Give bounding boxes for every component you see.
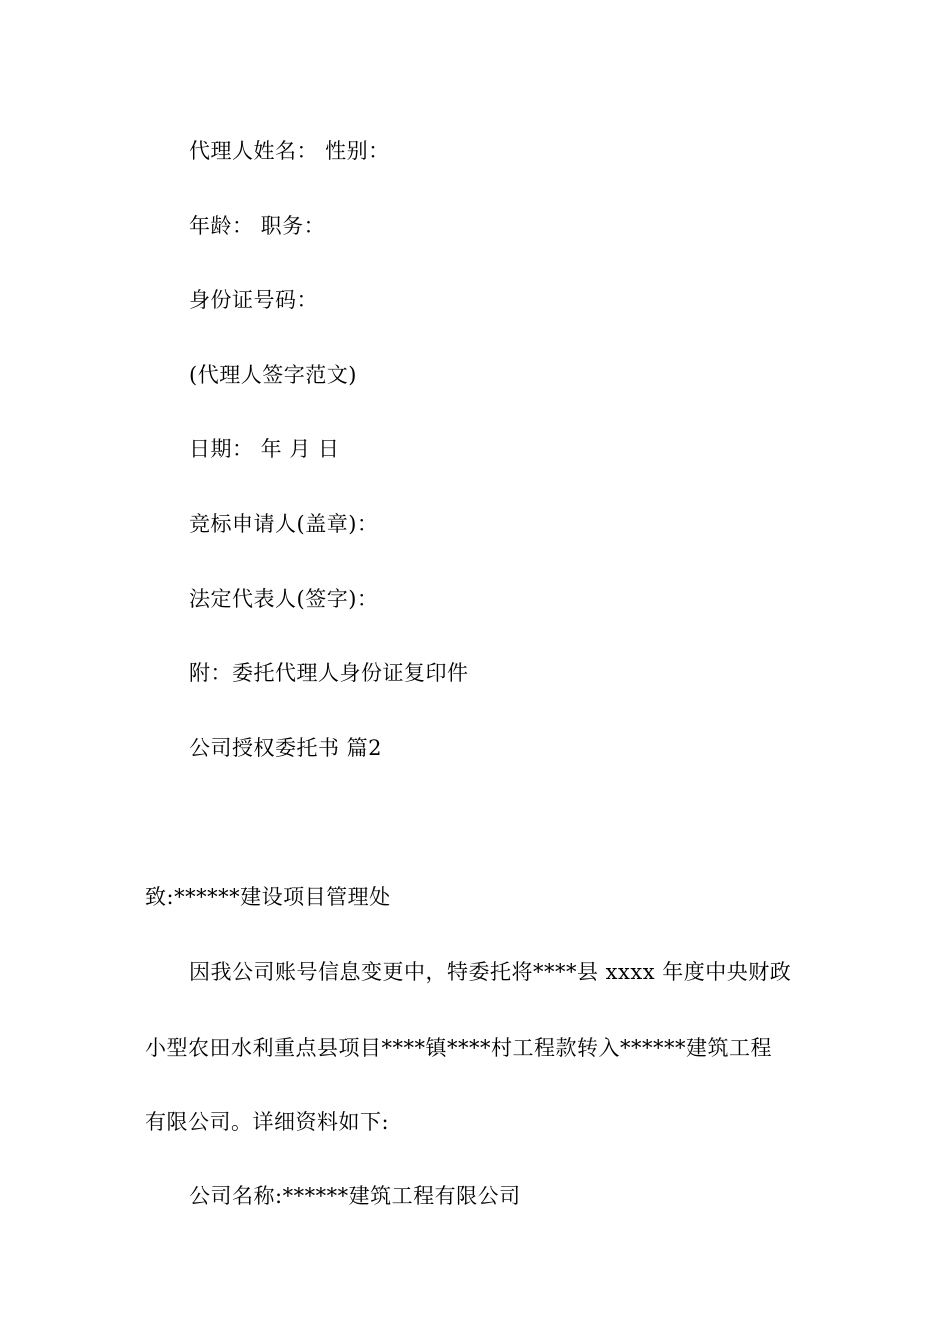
body-paragraph-line-2: 小型农田水利重点县项目****镇****村工程款转入******建筑工程 (145, 1036, 772, 1060)
body-paragraph-line-3: 有限公司。详细资料如下: (145, 1110, 390, 1134)
attachment-line: 附：委托代理人身份证复印件 (189, 661, 469, 685)
addressee-line: 致:******建设项目管理处 (145, 885, 391, 909)
id-number-line: 身份证号码： (189, 288, 318, 312)
applicant-seal-line: 竞标申请人(盖章)： (189, 512, 379, 536)
body-paragraph-line-1: 因我公司账号信息变更中，特委托将****县 xxxx 年度中央财政 (189, 960, 792, 984)
section-heading: 公司授权委托书 篇2 (189, 736, 383, 760)
agent-name-gender-line: 代理人姓名： 性别： (189, 139, 390, 163)
agent-signature-line: (代理人签字范文) (189, 363, 357, 387)
date-line: 日期： 年 月 日 (189, 437, 340, 461)
company-name-line: 公司名称:******建筑工程有限公司 (189, 1184, 521, 1208)
legal-representative-line: 法定代表人(签字)： (189, 587, 379, 611)
age-position-line: 年龄： 职务： (189, 214, 326, 238)
